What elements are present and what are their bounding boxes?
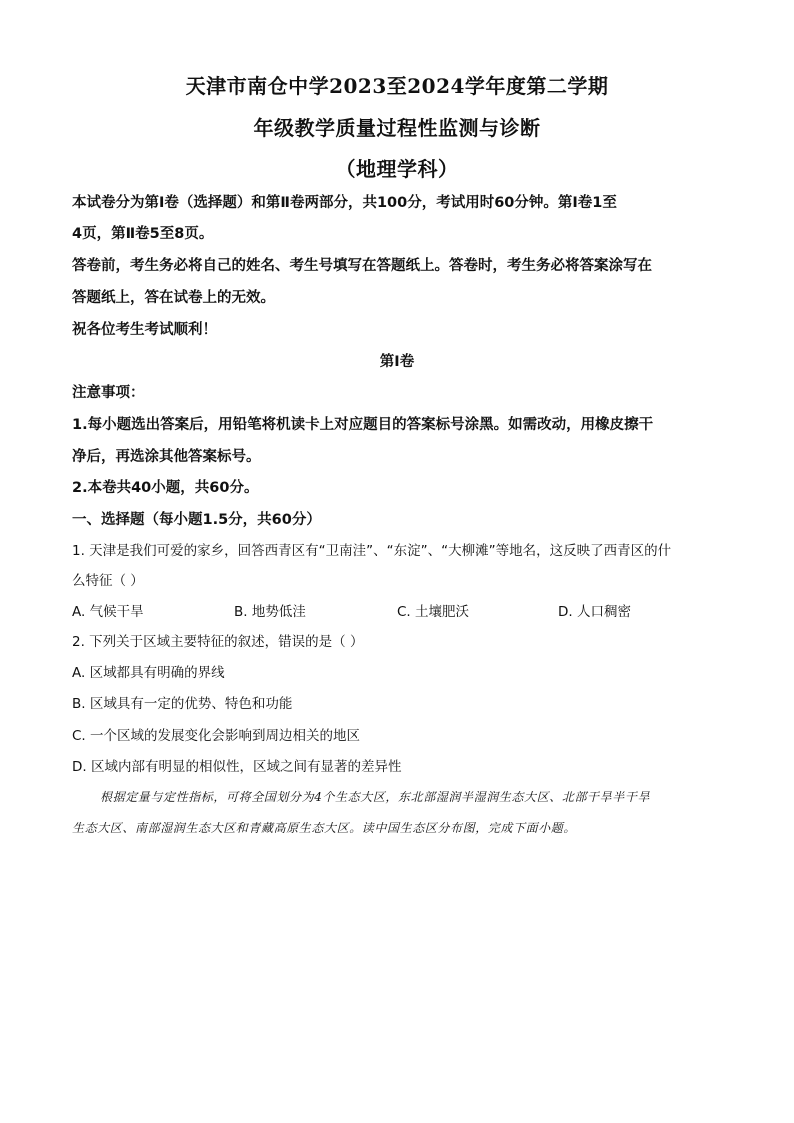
question-2-stem: 2. 下列关于区域主要特征的叙述，错误的是（ ） bbox=[72, 634, 364, 650]
reading-passage-line: 生态大区、南部湿润生态大区和青藏高原生态大区。读中国生态区分布图，完成下面小题。 bbox=[72, 821, 577, 835]
question-1-stem: 1. 天津是我们可爱的家乡，回答西青区有“卫南洼”、“东淀”、“大柳滩”等地名，这反映了西青区的什 bbox=[72, 543, 672, 559]
note-line: 净后，再选涂其他答案标号。 bbox=[72, 449, 261, 465]
question-1-option-b: B. 地势低洼 bbox=[234, 604, 306, 620]
part-heading: 一、选择题（每小题1.5分，共60分） bbox=[72, 512, 321, 528]
exam-title-line2: 年级教学质量过程性监测与诊断 bbox=[253, 116, 541, 140]
question-1-option-a: A. 气候干旱 bbox=[72, 604, 144, 620]
question-2-option-c: C. 一个区域的发展变化会影响到周边相关的地区 bbox=[72, 728, 361, 744]
question-1-option-c: C. 土壤肥沃 bbox=[397, 604, 470, 620]
intro-line: 答题纸上，答在试卷上的无效。 bbox=[72, 290, 275, 306]
reading-passage-line: 根据定量与定性指标，可将全国划分为4个生态大区，东北部湿润半湿润生态大区、北部干旱半干旱 bbox=[100, 790, 651, 804]
intro-line: 4页，第Ⅱ卷5至8页。 bbox=[72, 226, 214, 242]
question-2-option-b: B. 区域具有一定的优势、特色和功能 bbox=[72, 696, 293, 712]
intro-line: 答卷前，考生务必将自己的姓名、考生号填写在答题纸上。答卷时，考生务必将答案涂写在 bbox=[72, 258, 652, 274]
question-1-option-d: D. 人口稠密 bbox=[558, 604, 631, 620]
exam-title-line1: 天津市南仓中学2023至2024学年度第二学期 bbox=[185, 74, 609, 98]
volume-title: 第Ⅰ卷 bbox=[379, 354, 415, 370]
exam-subject: （地理学科） bbox=[335, 157, 459, 181]
question-2-option-a: A. 区域都具有明确的界线 bbox=[72, 665, 225, 681]
question-1-stem: 么特征（ ） bbox=[72, 573, 144, 589]
intro-line: 本试卷分为第Ⅰ卷（选择题）和第Ⅱ卷两部分，共100分，考试用时60分钟。第Ⅰ卷1至 bbox=[72, 195, 617, 211]
good-luck-line: 祝各位考生考试顺利！ bbox=[72, 322, 217, 338]
notes-heading: 注意事项： bbox=[72, 385, 145, 401]
note-line: 2.本卷共40小题，共60分。 bbox=[72, 480, 259, 496]
note-line: 1.每小题选出答案后，用铅笔将机读卡上对应题目的答案标号涂黑。如需改动，用橡皮擦干 bbox=[72, 417, 654, 433]
question-2-option-d: D. 区域内部有明显的相似性，区域之间有显著的差异性 bbox=[72, 759, 402, 775]
